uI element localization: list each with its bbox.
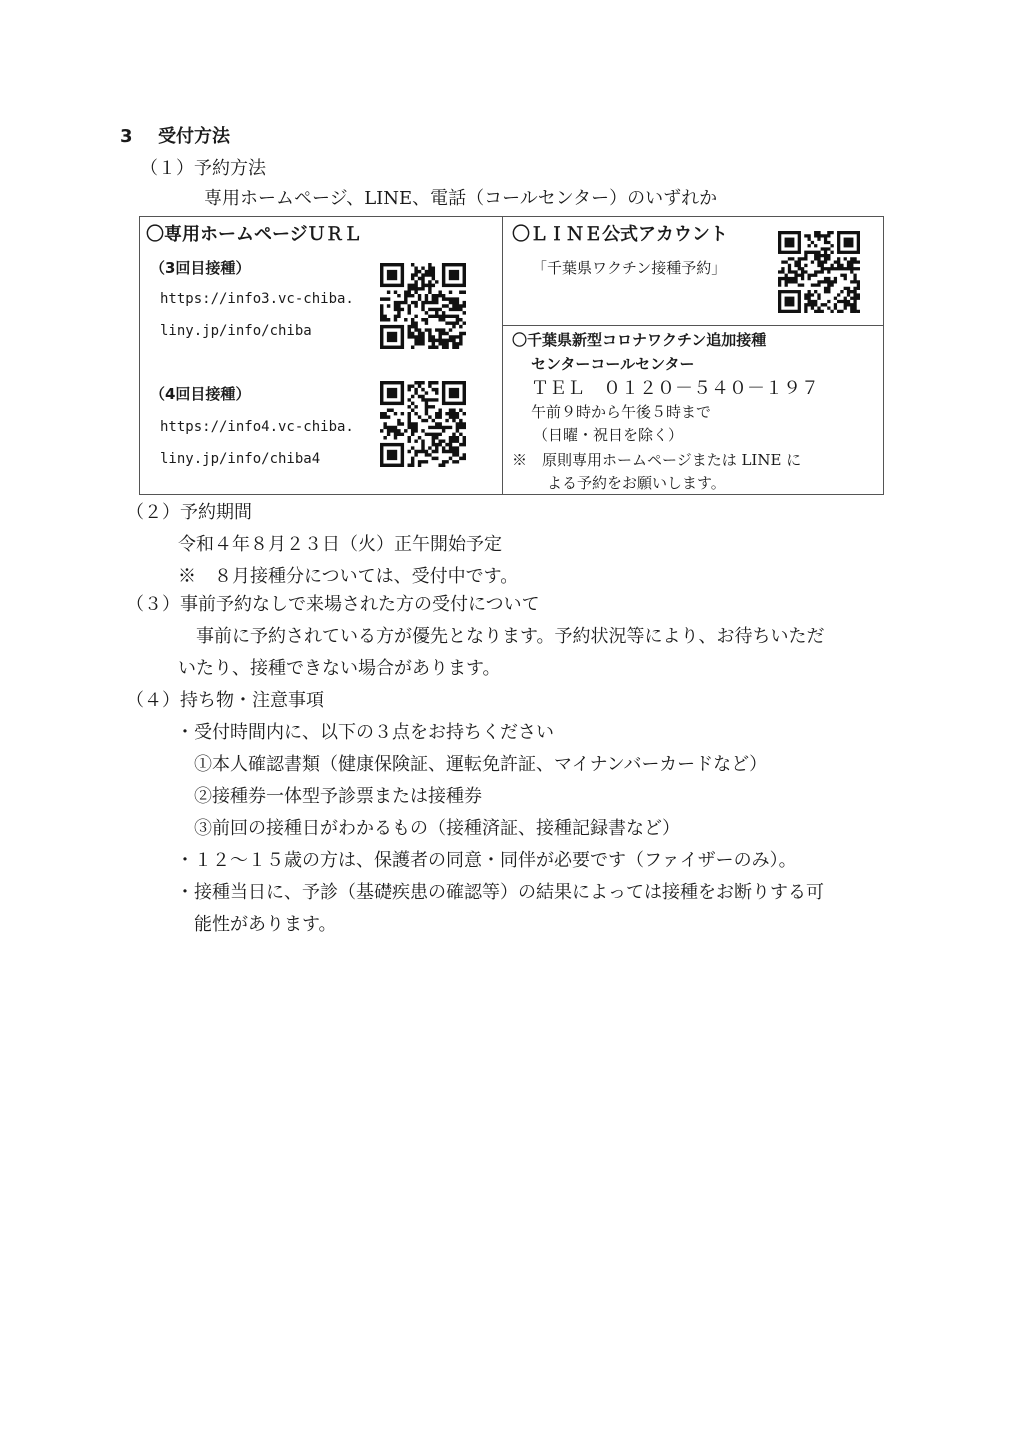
- table-divider: [502, 325, 883, 326]
- dose4-url-line2[interactable]: liny.jp/info/chiba4: [160, 451, 321, 467]
- sub4-item: ①本人確認書類（健康保険証、運転免許証、マイナンバーカードなど）: [194, 754, 768, 775]
- sub1-label: （１）予約方法: [140, 158, 266, 179]
- callcenter-note-line2: よる予約をお願いします。: [547, 474, 726, 492]
- sub1-intro: 専用ホームページ、LINE、電話（コールセンター）のいずれか: [204, 188, 718, 209]
- sub2-note: ※ ８月接種分については、受付中です。: [178, 566, 519, 587]
- table-divider: [502, 216, 503, 494]
- callcenter-tel[interactable]: ＴＥＬ ０１２０－５４０－１９７: [531, 378, 819, 399]
- sub4-item: ③前回の接種日がわかるもの（接種済証、接種記録書など）: [194, 818, 680, 839]
- homepage-heading: 〇専用ホームページＵＲＬ: [146, 224, 362, 245]
- sub4-item: ②接種券一体型予診票または接種券: [194, 786, 482, 807]
- dose4-url-line1[interactable]: https://info4.vc-chiba.: [160, 419, 354, 435]
- dose4-heading: （4回目接種）: [150, 385, 251, 403]
- qr-code-icon: [778, 231, 860, 313]
- sub4-bullet3-line1: ・接種当日に、予診（基礎疾患の確認等）の結果によっては接種をお断りする可: [176, 882, 824, 903]
- sub3-text-line1: 事前に予約されている方が優先となります。予約状況等により、お待ちいただ: [196, 626, 825, 647]
- section-title: 受付方法: [158, 126, 230, 147]
- dose3-heading: （3回目接種）: [150, 259, 251, 277]
- sub3-label: （３）事前予約なしで来場された方の受付について: [126, 594, 540, 615]
- callcenter-hours: 午前９時から午後５時まで: [531, 403, 712, 421]
- sub4-bullet3-line2: 能性があります。: [194, 914, 337, 935]
- sub2-label: （２）予約期間: [126, 502, 252, 523]
- callcenter-note-line1: ※ 原則専用ホームページまたは LINE に: [512, 451, 802, 469]
- sub3-text-line2: いたり、接種できない場合があります。: [178, 658, 501, 679]
- line-account-name: 「千葉県ワクチン接種予約」: [532, 259, 727, 277]
- sub4-bullet1: ・受付時間内に、以下の３点をお持ちください: [176, 722, 554, 743]
- sub2-date: 令和４年８月２３日（火）正午開始予定: [178, 534, 502, 555]
- callcenter-heading-line1: 〇千葉県新型コロナワクチン追加接種: [512, 331, 767, 349]
- qr-code-icon: [380, 381, 466, 467]
- section-number: 3: [120, 126, 133, 147]
- qr-code-icon: [380, 263, 466, 349]
- sub4-bullet2: ・１２～１５歳の方は、保護者の同意・同伴が必要です（ファイザーのみ）。: [176, 850, 797, 871]
- sub4-label: （４）持ち物・注意事項: [126, 690, 324, 711]
- dose3-url-line2[interactable]: liny.jp/info/chiba: [160, 323, 312, 339]
- line-heading: 〇ＬＩＮＥ公式アカウント: [512, 224, 728, 245]
- callcenter-closed: （日曜・祝日を除く）: [533, 426, 684, 444]
- callcenter-heading-line2: センターコールセンター: [531, 355, 695, 373]
- dose3-url-line1[interactable]: https://info3.vc-chiba.: [160, 291, 354, 307]
